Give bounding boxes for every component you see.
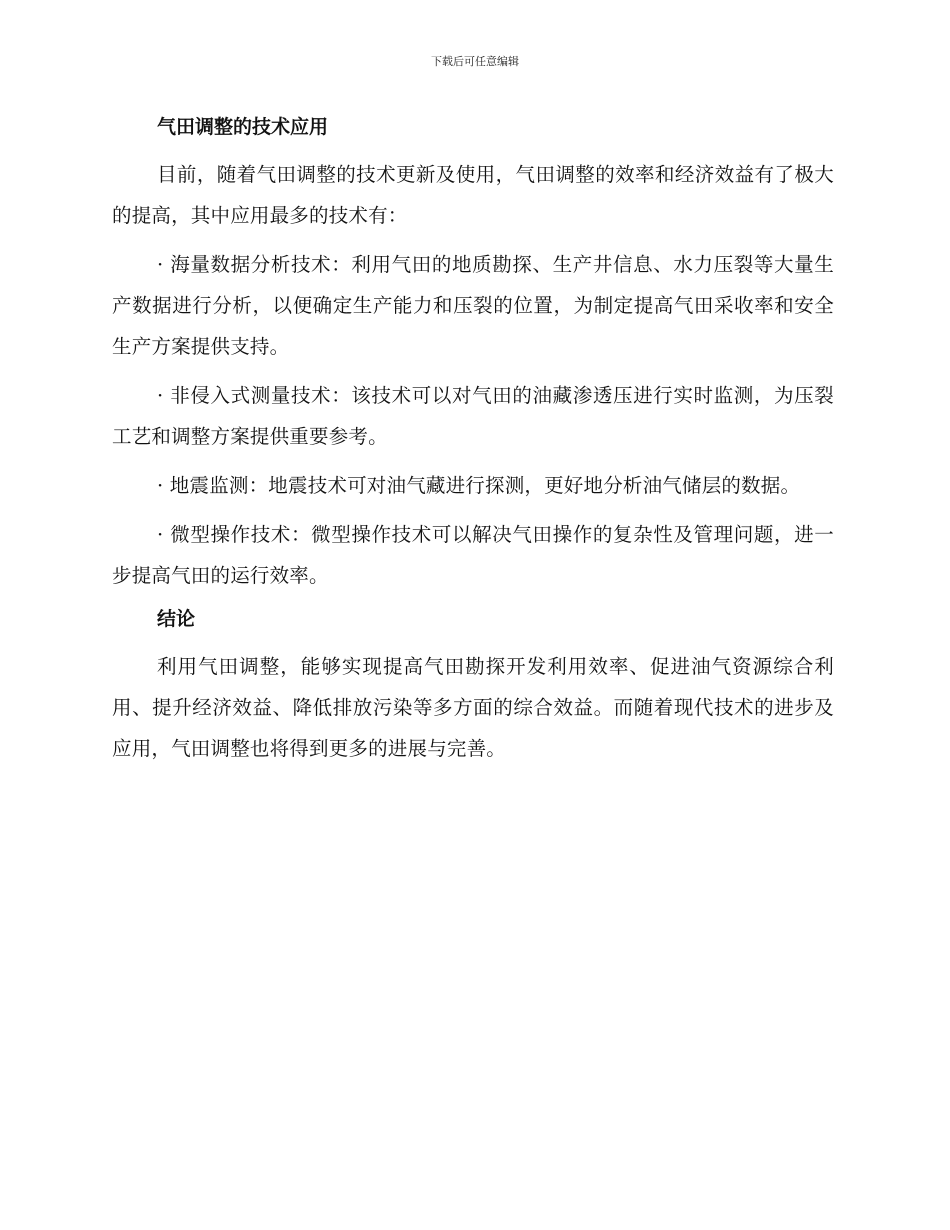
list-item-micro-operation: · 微型操作技术：微型操作技术可以解决气田操作的复杂性及管理问题，进一步提高气田的运行效率。 bbox=[112, 523, 834, 587]
list-item-seismic: · 地震监测：地震技术可对油气藏进行探测，更好地分析油气储层的数据。 bbox=[157, 474, 801, 497]
list-item-non-invasive: · 非侵入式测量技术：该技术可以对气田的油藏渗透压进行实时监测，为压裂工艺和调整方案提供重要参考。 bbox=[112, 384, 834, 448]
section-heading-conclusion: 结论 bbox=[157, 608, 196, 630]
intro-paragraph: 目前，随着气田调整的技术更新及使用，气田调整的效率和经济效益有了极大的提高，其中应用最多的技术有： bbox=[112, 163, 834, 227]
header-note: 下载后可任意编辑 bbox=[431, 55, 519, 68]
section-heading-tech-application: 气田调整的技术应用 bbox=[157, 116, 329, 138]
document-body bbox=[112, 112, 834, 777]
list-item-big-data: · 海量数据分析技术：利用气田的地质勘探、生产井信息、水力压裂等大量生产数据进行分析，以便确定生产能力和压裂的位置，为制定提高气田采收率和安全生产方案提供支持。 bbox=[112, 253, 834, 358]
conclusion-paragraph: 利用气田调整，能够实现提高气田勘探开发利用效率、促进油气资源综合利用、提升经济效益、降低排放污染等多方面的综合效益。而随着现代技术的进步及应用，气田调整也将得到更多的进展与完善。 bbox=[112, 655, 834, 760]
